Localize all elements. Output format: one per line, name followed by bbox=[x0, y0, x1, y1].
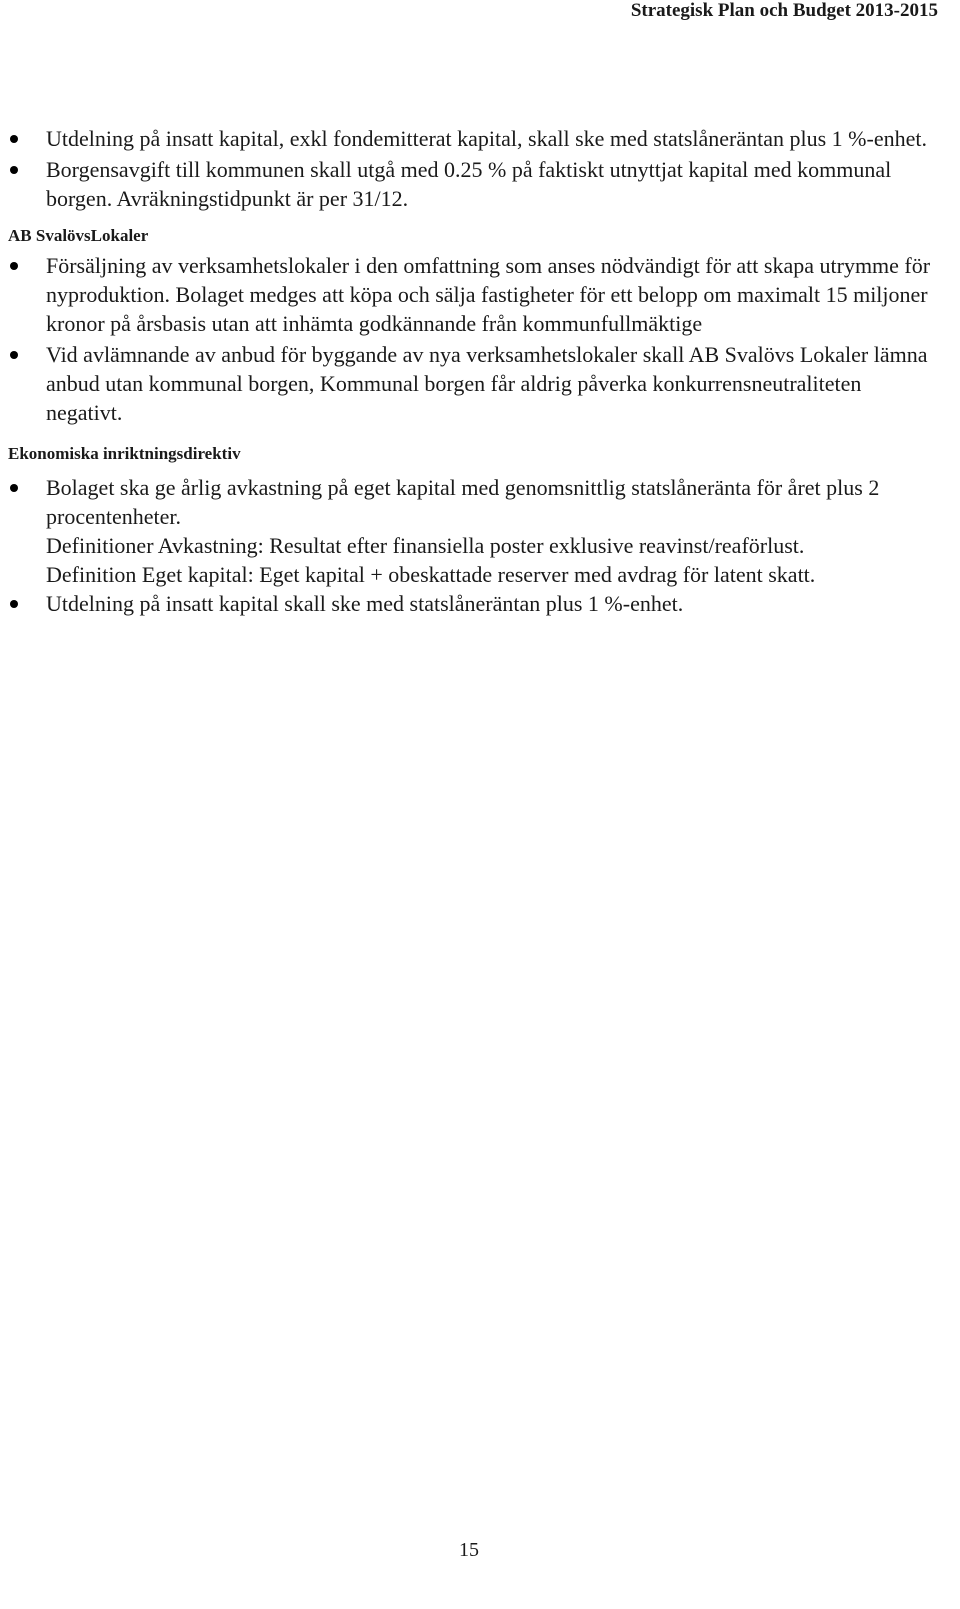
section-heading-svalovslokaler: AB SvalövsLokaler bbox=[8, 226, 149, 245]
document-body bbox=[8, 124, 938, 618]
bullet-utdelning-insatt-kapital: Utdelning på insatt kapital skall ske med statslåneräntan plus 1 %-enhet. bbox=[8, 589, 938, 618]
bullet-borgensavgift: Borgensavgift till kommunen skall utgå med 0.25 % på faktiskt utnyttjat kapital med kommunal borgen. Avräkningstidpunkt är per 31/12. bbox=[8, 155, 938, 213]
bullet-forsaljning-verksamhetslokaler: Försäljning av verksamhetslokaler i den omfattning som anses nödvändigt för att skapa utrymme för nyproduktion. Bolaget medges att köpa och sälja fastigheter för ett belopp om maximalt 15 miljoner kronor på årsbasis utan att inhämta godkännande från kommunfullmäktige bbox=[8, 251, 938, 338]
definition-avkastning: Definitioner Avkastning: Resultat efter finansiella poster exklusive reavinst/reaförlust. bbox=[46, 533, 805, 558]
definition-eget-kapital: Definition Eget kapital: Eget kapital + obeskattade reserver med avdrag för latent skatt. bbox=[46, 562, 816, 587]
section-heading-ekonomiska-inriktningsdirektiv: Ekonomiska inriktningsdirektiv bbox=[8, 444, 241, 463]
intro-bullet-list bbox=[8, 124, 938, 213]
economic-bullet-list bbox=[8, 473, 938, 618]
page-number: 15 bbox=[459, 1539, 479, 1561]
bullet-dividend-exkl-fondemission: Utdelning på insatt kapital, exkl fondemitterat kapital, skall ske med statslåneräntan plus 1 %-enhet. bbox=[8, 124, 938, 153]
avkastning-text: Bolaget ska ge årlig avkastning på eget kapital med genomsnittlig statslåneränta för året plus 2 procentenheter. bbox=[46, 475, 880, 529]
bullet-avkastning-eget-kapital bbox=[8, 473, 938, 589]
svalovslokaler-bullet-list bbox=[8, 251, 938, 427]
bullet-anbud-verksamhetslokaler: Vid avlämnande av anbud för byggande av nya verksamhetslokaler skall AB Svalövs Lokaler lämna anbud utan kommunal borgen, Kommunal borgen får aldrig påverka konkurrensneutraliteten negativt. bbox=[8, 340, 938, 427]
page-header-title: Strategisk Plan och Budget 2013-2015 bbox=[630, 0, 938, 21]
